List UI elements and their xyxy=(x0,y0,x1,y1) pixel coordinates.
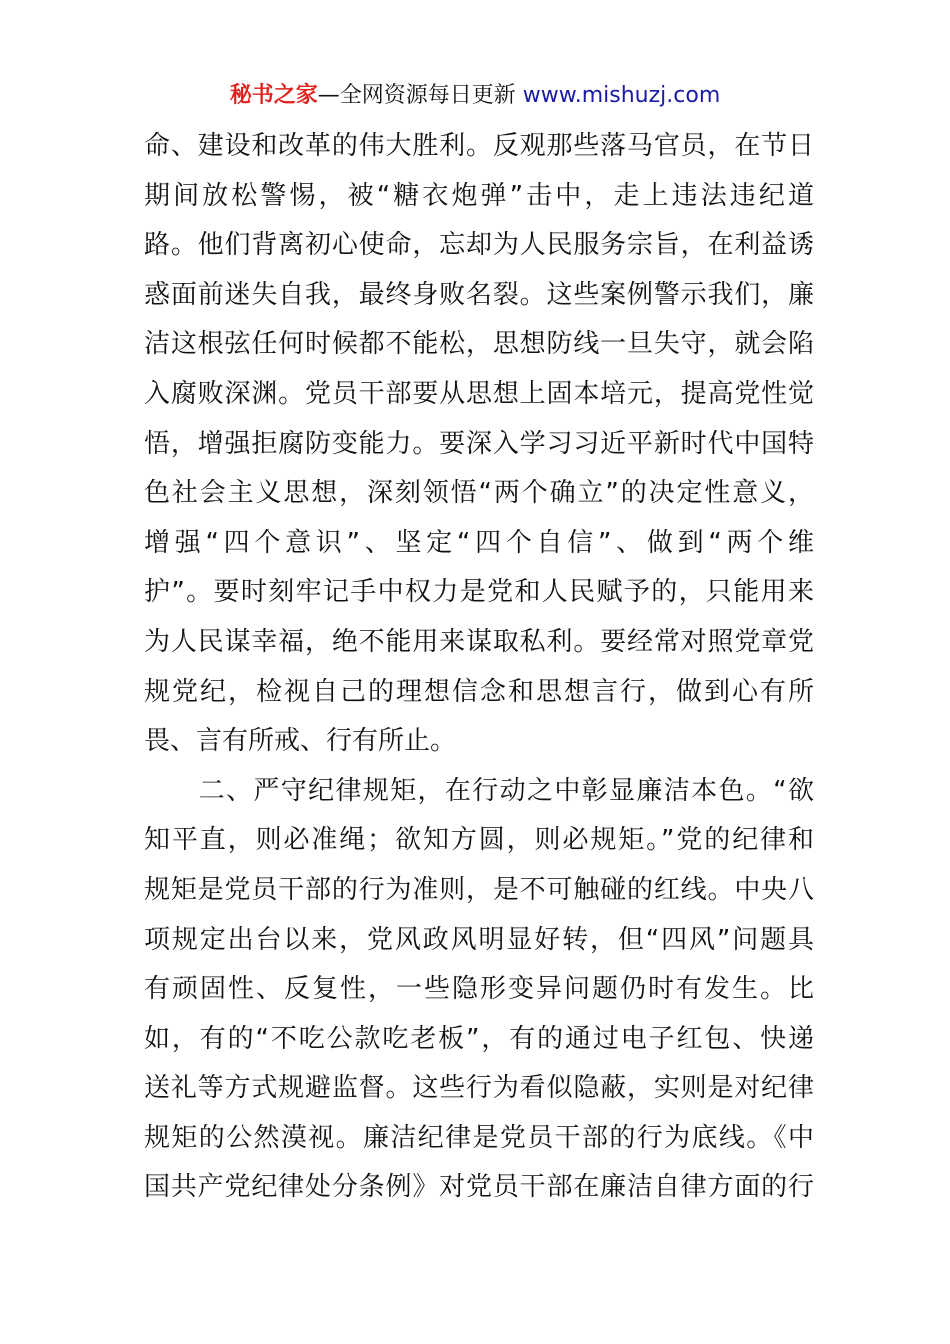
body-text xyxy=(144,122,814,1213)
page-header xyxy=(0,80,950,112)
text-line: 二、严守纪律规矩，在行动之中彰显廉洁本色。“欲 xyxy=(144,775,814,806)
text-line: 畏、言有所戒、行有所止。 xyxy=(144,726,457,757)
text-line: 知平直，则必准绳；欲知方圆，则必规矩。”党的纪律和 xyxy=(144,825,814,856)
text-line: 期间放松警惕，被“糖衣炮弹”击中，走上违法违纪道 xyxy=(144,180,814,211)
text-line: 惑面前迷失自我，最终身败名裂。这些案例警示我们，廉 xyxy=(144,279,814,310)
text-line: 规矩的公然漠视。廉洁纪律是党员干部的行为底线。《中 xyxy=(144,1122,814,1153)
text-line: 悟，增强拒腐防变能力。要深入学习习近平新时代中国特 xyxy=(144,428,814,459)
text-line: 有顽固性、反复性，一些隐形变异问题仍时有发生。比 xyxy=(144,974,814,1005)
text-line: 规党纪，检视自己的理想信念和思想言行，做到心有所 xyxy=(144,676,814,707)
text-line: 国共产党纪律处分条例》对党员干部在廉洁自律方面的行 xyxy=(144,1172,814,1203)
text-line: 项规定出台以来，党风政风明显好转，但“四风”问题具 xyxy=(144,924,814,955)
text-line: 为人民谋幸福，绝不能用来谋取私利。要经常对照党章党 xyxy=(144,626,814,657)
site-url[interactable]: www.mishuzj.com xyxy=(522,83,721,108)
text-line: 入腐败深渊。党员干部要从思想上固本培元，提高党性觉 xyxy=(144,378,814,409)
text-line: 护”。要时刻牢记手中权力是党和人民赋予的，只能用来 xyxy=(144,577,814,608)
text-line: 规矩是党员干部的行为准则，是不可触碰的红线。中央八 xyxy=(144,874,814,905)
text-line: 命、建设和改革的伟大胜利。反观那些落马官员，在节日 xyxy=(144,131,814,161)
text-line: 送礼等方式规避监督。这些行为看似隐蔽，实则是对纪律 xyxy=(144,1073,814,1104)
text-line: 色社会主义思想，深刻领悟“两个确立”的决定性意义， xyxy=(144,478,814,509)
text-line: 增强“四个意识”、坚定“四个自信”、做到“两个维 xyxy=(144,527,814,558)
text-line: 洁这根弦任何时候都不能松，思想防线一旦失守，就会陷 xyxy=(144,329,814,360)
brand-name: 秘书之家 xyxy=(229,83,318,108)
text-line: 如，有的“不吃公款吃老板”，有的通过电子红包、快递 xyxy=(144,1023,814,1054)
text-line: 路。他们背离初心使命，忘却为人民服务宗旨，在利益诱 xyxy=(144,230,814,261)
header-tagline: —全网资源每日更新 xyxy=(317,83,516,108)
